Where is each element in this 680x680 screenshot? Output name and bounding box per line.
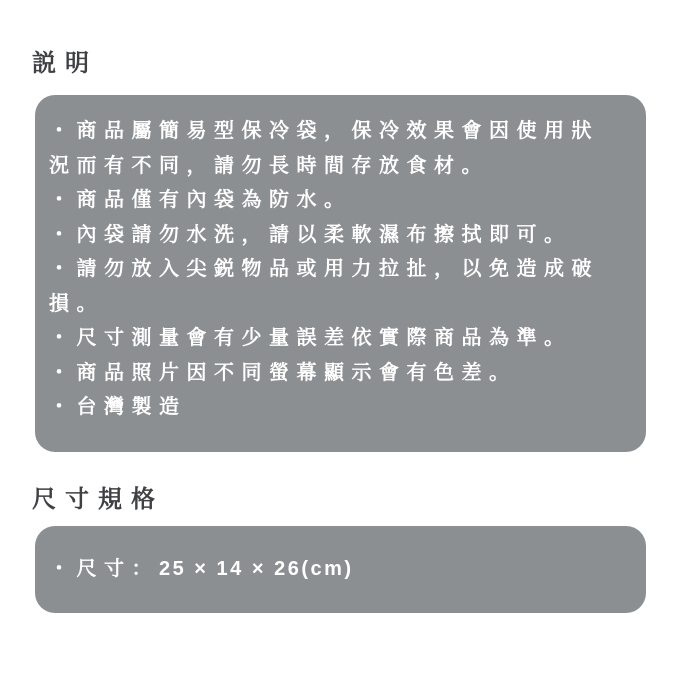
description-item: ・請勿放入尖鋭物品或用力拉扯，以免造成破損。 [49,258,599,315]
size-spec-list [49,552,354,587]
description-item: ・商品僅有內袋為防水。 [49,189,352,211]
description-heading: 説明 [32,50,98,77]
size-label: 尺寸： [76,558,159,581]
description-item: ・商品屬簡易型保冷袋，保冷效果會因使用狀況而有不同，請勿長時間存放食材。 [49,120,599,177]
size-spec-panel [35,526,646,613]
description-item: ・台灣製造 [49,396,187,418]
size-bullet: ・ [49,558,77,581]
size-spec-item [49,552,354,587]
size-value: 25 × 14 × 26(cm) [159,558,354,581]
description-item: ・尺寸測量會有少量誤差依實際商品為準。 [49,327,572,349]
description-item: ・商品照片因不同螢幕顯示會有色差。 [49,361,517,384]
size-spec-heading: 尺寸規格 [32,486,164,513]
description-list [49,114,620,425]
description-item: ・內袋請勿水洗，請以柔軟濕布擦拭即可。 [49,223,572,246]
description-panel [35,95,646,452]
